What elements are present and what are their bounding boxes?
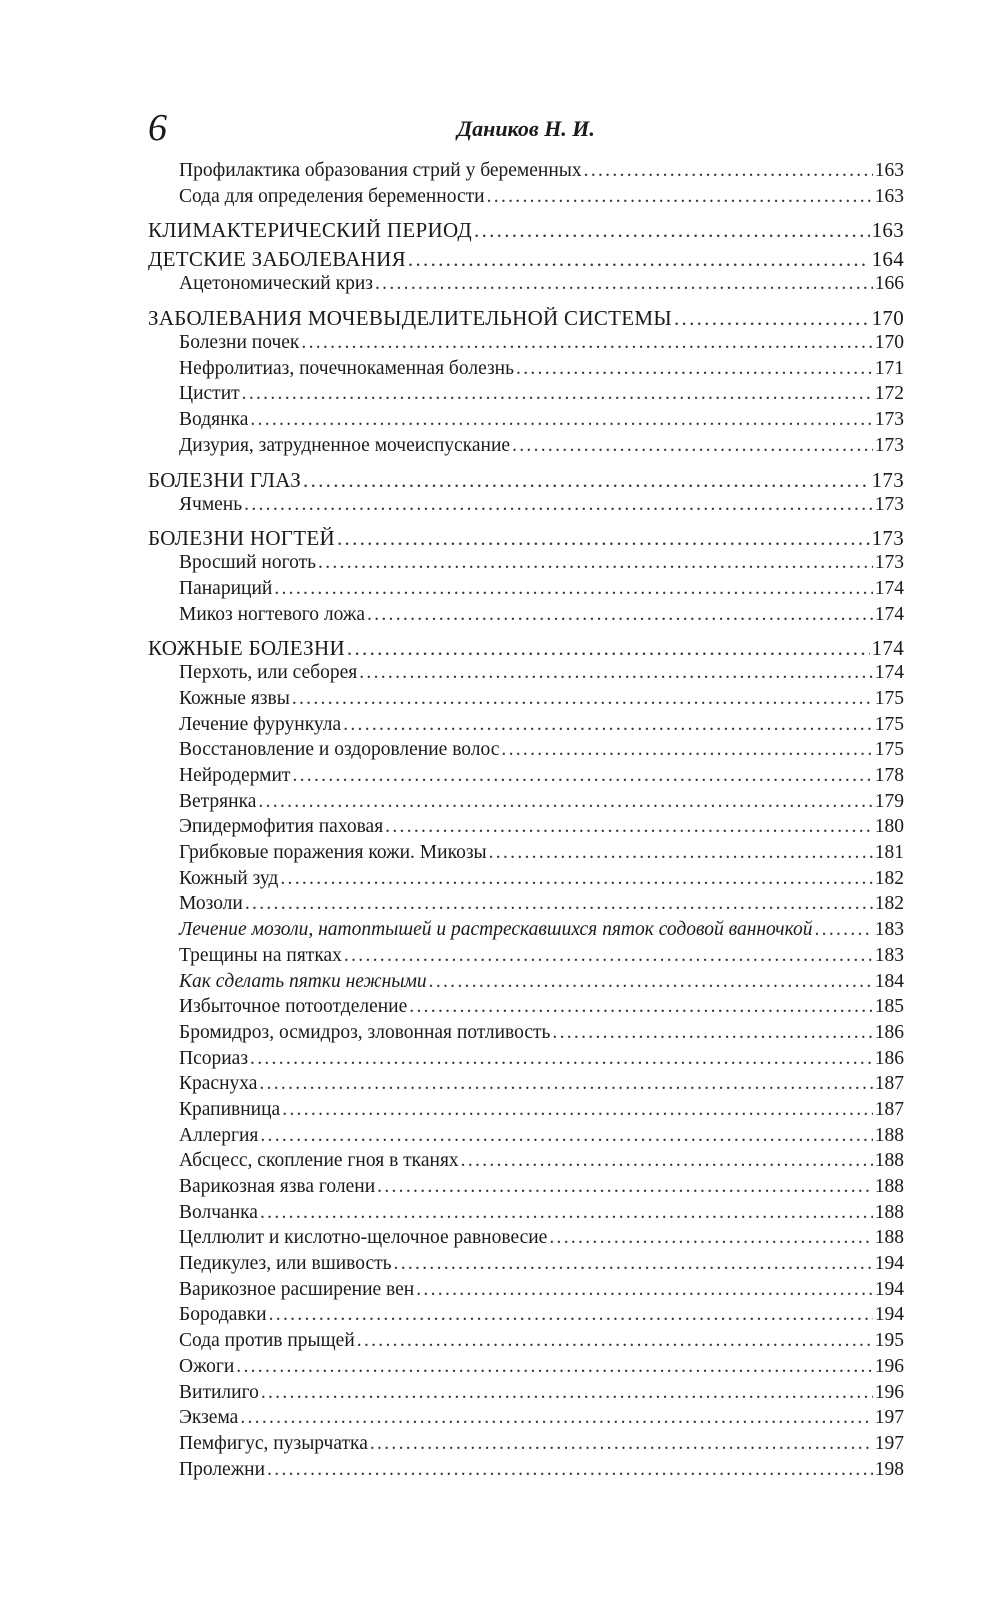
toc-entry — [148, 662, 904, 688]
toc-entry-title: Восстановление и оздоровление волос — [179, 739, 500, 761]
running-head: Даников Н. И. — [457, 116, 595, 141]
toc-entry-title: Грибковые поражения кожи. Микозы — [179, 842, 487, 864]
toc-entry-page: 187 — [874, 1098, 904, 1120]
toc-entry-page: 178 — [874, 765, 904, 786]
toc-entry — [148, 435, 904, 461]
dot-leader — [303, 468, 870, 493]
toc-entry-title: Кожный зуд — [179, 867, 279, 889]
page-number: 6 — [148, 107, 167, 149]
dot-leader — [258, 791, 872, 813]
dot-leader — [461, 1150, 873, 1172]
toc-entry-title: Мозоли — [179, 893, 243, 915]
dot-leader — [269, 1304, 873, 1326]
toc-section-entry — [148, 218, 904, 244]
toc-entry-title: Волчанка — [179, 1201, 258, 1223]
toc-entry-page: 197 — [874, 1432, 904, 1454]
toc-entry-title: Лечение мозоли, натоптышей и растрескавшихся пяток содовой ванночкой — [179, 919, 813, 941]
toc-entry — [148, 1382, 904, 1408]
toc-entry-page: 173 — [874, 434, 904, 456]
toc-section-entry — [148, 247, 904, 273]
toc-entry — [148, 714, 904, 740]
toc-entry-page: 164 — [871, 247, 904, 272]
toc-entry — [148, 1227, 904, 1253]
toc-entry-title: Эпидермофития паховая — [179, 816, 384, 838]
toc-entry — [148, 1459, 904, 1485]
toc-entry-page: 188 — [874, 1227, 904, 1249]
toc-entry-title: Ацетономический криз — [179, 273, 373, 295]
dot-leader — [318, 552, 873, 574]
toc-entry-page: 173 — [874, 409, 904, 431]
dot-leader — [357, 1330, 873, 1352]
toc-entry-page: 163 — [874, 160, 904, 181]
dot-leader — [260, 1202, 873, 1224]
dot-leader — [292, 688, 873, 710]
toc-entry — [148, 358, 904, 384]
dot-leader — [282, 1099, 873, 1121]
toc-entry — [148, 868, 904, 894]
dot-leader — [429, 971, 873, 993]
toc-entry-page: 197 — [874, 1407, 904, 1429]
toc-entry-title: Водянка — [179, 409, 249, 431]
toc-entry-page: 185 — [874, 996, 904, 1018]
dot-leader — [549, 1227, 872, 1249]
toc-entry-page: 186 — [874, 1021, 904, 1043]
toc-entry-title: Нейродермит — [179, 765, 291, 786]
toc-entry-page: 182 — [874, 867, 904, 889]
toc-entry — [148, 1433, 904, 1459]
toc-entry — [148, 1125, 904, 1151]
toc-entry-page: 183 — [874, 919, 904, 941]
dot-leader — [394, 1253, 873, 1275]
dot-leader — [245, 893, 873, 915]
toc-entry-page: 170 — [871, 306, 904, 331]
toc-entry — [148, 273, 904, 299]
toc-entry-page: 184 — [874, 970, 904, 992]
toc-entry-title: Избыточное потоотделение — [179, 996, 408, 1018]
toc-entry-title: Кожные язвы — [179, 687, 290, 709]
toc-entry — [148, 1176, 904, 1202]
toc-entry-title: Крапивница — [179, 1098, 281, 1120]
dot-leader — [344, 945, 873, 967]
dot-leader — [584, 160, 873, 182]
toc-entry-page: 172 — [874, 383, 904, 405]
toc-entry-page: 175 — [874, 739, 904, 761]
dot-leader — [292, 765, 872, 787]
dot-leader — [385, 816, 873, 838]
dot-leader — [377, 1176, 873, 1198]
toc-entry — [148, 186, 904, 212]
toc-entry-title: Трещины на пятках — [179, 944, 342, 966]
toc-entry-page: 186 — [874, 1047, 904, 1069]
toc-entry — [148, 971, 904, 997]
toc-entry — [148, 945, 904, 971]
toc-entry-page: 182 — [874, 893, 904, 915]
toc-entry-page: 163 — [874, 185, 904, 207]
toc-entry-title: Экзема — [179, 1407, 239, 1429]
toc-entry-page: 173 — [871, 467, 904, 492]
toc-entry-title: Бородавки — [179, 1304, 267, 1326]
dot-leader — [337, 526, 870, 551]
toc-entry-page: 198 — [874, 1458, 904, 1480]
dot-leader — [487, 186, 873, 208]
toc-entry-title: Как сделать пятки нежными — [179, 970, 427, 992]
toc-entry — [148, 688, 904, 714]
toc-entry-page: 166 — [874, 273, 904, 295]
dot-leader — [408, 247, 870, 272]
toc-entry-title: Вросший ноготь — [179, 552, 317, 574]
dot-leader — [552, 1022, 872, 1044]
dot-leader — [244, 494, 873, 516]
toc-entry-title: Ветрянка — [179, 790, 257, 812]
toc-entry-title: Ячмень — [179, 493, 243, 515]
toc-entry — [148, 1099, 904, 1125]
toc-entry-page: 195 — [874, 1330, 904, 1352]
toc-entry-page: 170 — [874, 332, 904, 354]
toc-entry-page: 188 — [874, 1176, 904, 1197]
toc-entry-title: Псориаз — [179, 1047, 249, 1069]
toc-entry-page: 187 — [874, 1073, 904, 1095]
dot-leader — [267, 1459, 873, 1481]
toc-entry-title: Сода против прыщей — [179, 1330, 355, 1352]
dot-leader — [416, 1279, 873, 1301]
dot-leader — [274, 578, 872, 600]
toc-entry — [148, 996, 904, 1022]
dot-leader — [343, 714, 873, 736]
dot-leader — [501, 739, 872, 761]
toc-entry — [148, 1150, 904, 1176]
toc-entry-title: Варикозная язва голени — [179, 1176, 376, 1197]
toc-entry — [148, 765, 904, 791]
toc-entry-title: Болезни почек — [179, 332, 300, 354]
dot-leader — [240, 1407, 872, 1429]
toc-entry — [148, 1330, 904, 1356]
toc-entry-page: 183 — [874, 944, 904, 966]
dot-leader — [261, 1382, 873, 1404]
toc-entry-page: 173 — [871, 526, 904, 551]
toc-entry-title: ДЕТСКИЕ ЗАБОЛЕВАНИЯ — [148, 247, 406, 272]
toc-entry-page: 174 — [874, 603, 904, 625]
toc-entry-page: 174 — [874, 662, 904, 684]
toc-entry — [148, 1356, 904, 1382]
dot-leader — [674, 306, 870, 331]
toc-entry — [148, 604, 904, 630]
toc-entry-title: БОЛЕЗНИ ГЛАЗ — [148, 467, 302, 492]
toc-entry — [148, 816, 904, 842]
toc-entry-title: Микоз ногтевого ложа — [179, 603, 366, 625]
toc-entry-page: 173 — [874, 493, 904, 515]
toc-entry-page: 174 — [871, 636, 904, 661]
toc-entry — [148, 1073, 904, 1099]
dot-leader — [250, 1048, 873, 1070]
toc-entry-title: Варикозное расширение вен — [179, 1278, 415, 1300]
toc-entry — [148, 494, 904, 520]
toc-entry — [148, 893, 904, 919]
toc-section-entry — [148, 306, 904, 332]
toc-entry-title: Абсцесс, скопление гноя в тканях — [179, 1150, 459, 1172]
toc-entry — [148, 791, 904, 817]
dot-leader — [375, 273, 873, 295]
toc-entry-page: 175 — [874, 687, 904, 709]
toc-entry — [148, 1253, 904, 1279]
toc-entry — [148, 1048, 904, 1074]
page-header — [148, 108, 904, 148]
dot-leader — [359, 662, 873, 684]
toc-entry — [148, 552, 904, 578]
toc-section-entry — [148, 468, 904, 494]
toc-entry-title: Витилиго — [179, 1381, 259, 1403]
toc-entry — [148, 383, 904, 409]
toc-entry-page: 171 — [874, 357, 904, 379]
toc-entry-page: 194 — [874, 1253, 904, 1275]
dot-leader — [280, 868, 872, 890]
toc-entry-title: Цистит — [179, 383, 240, 405]
toc-entry-title: Сода для определения беременности — [179, 185, 485, 207]
dot-leader — [242, 383, 873, 405]
toc-entry-title: БОЛЕЗНИ НОГТЕЙ — [148, 526, 335, 551]
dot-leader — [259, 1073, 872, 1095]
toc-entry-title: Панариций — [179, 577, 273, 599]
toc-entry-page: 163 — [871, 218, 904, 243]
dot-leader — [347, 636, 870, 661]
toc-entry-page: 179 — [874, 790, 904, 812]
toc-entry — [148, 578, 904, 604]
toc-entry — [148, 919, 904, 945]
toc-entry — [148, 1407, 904, 1433]
dot-leader — [474, 218, 870, 243]
toc-entry — [148, 1022, 904, 1048]
toc-entry-page: 188 — [874, 1124, 904, 1146]
dot-leader — [370, 1433, 873, 1455]
toc-entry — [148, 1279, 904, 1305]
toc-entry-title: ЗАБОЛЕВАНИЯ МОЧЕВЫДЕЛИТЕЛЬНОЙ СИСТЕМЫ — [148, 306, 672, 331]
dot-leader — [301, 332, 872, 354]
dot-leader — [409, 996, 872, 1018]
toc-section-entry — [148, 526, 904, 552]
toc-entry-title: Пролежни — [179, 1458, 266, 1480]
toc-entry-title: Педикулез, или вшивость — [179, 1253, 392, 1275]
dot-leader — [367, 604, 873, 626]
toc-entry — [148, 409, 904, 435]
toc-entry-page: 181 — [874, 842, 904, 864]
toc-entry-page: 196 — [874, 1381, 904, 1403]
toc-section-entry — [148, 636, 904, 662]
toc-entry — [148, 332, 904, 358]
toc-entry-page: 175 — [874, 713, 904, 735]
toc-entry-title: Бромидроз, осмидроз, зловонная потливость — [179, 1021, 551, 1043]
dot-leader — [236, 1356, 872, 1378]
toc-entry-title: КЛИМАКТЕРИЧЕСКИЙ ПЕРИОД — [148, 218, 473, 243]
toc-entry — [148, 1202, 904, 1228]
toc-entry-title: Дизурия, затрудненное мочеиспускание — [179, 434, 511, 456]
toc-entry-page: 194 — [874, 1278, 904, 1300]
toc-entry — [148, 739, 904, 765]
toc-entry — [148, 842, 904, 868]
toc-entry-page: 196 — [874, 1355, 904, 1377]
toc-entry-title: Лечение фурункула — [179, 713, 342, 735]
dot-leader — [489, 842, 873, 864]
toc-entry — [148, 1304, 904, 1330]
toc-entry-page: 174 — [874, 577, 904, 599]
dot-leader — [260, 1125, 872, 1147]
toc-entry-page: 180 — [874, 816, 904, 838]
table-of-contents — [148, 160, 904, 1484]
toc-entry-title: Краснуха — [179, 1073, 258, 1095]
toc-entry-page: 188 — [874, 1150, 904, 1172]
toc-entry-page: 188 — [874, 1201, 904, 1223]
dot-leader — [516, 358, 873, 380]
toc-entry-page: 173 — [874, 552, 904, 574]
toc-entry-title: КОЖНЫЕ БОЛЕЗНИ — [148, 636, 345, 661]
dot-leader — [250, 409, 872, 431]
toc-entry-title: Перхоть, или себорея — [179, 662, 358, 684]
dot-leader — [814, 919, 872, 941]
toc-entry-page: 194 — [874, 1304, 904, 1326]
toc-entry-title: Пемфигус, пузырчатка — [179, 1432, 368, 1454]
dot-leader — [512, 435, 873, 457]
toc-entry-title: Ожоги — [179, 1355, 235, 1377]
toc-entry-title: Нефролитиаз, почечнокаменная болезнь — [179, 357, 515, 379]
toc-entry-title: Целлюлит и кислотно-щелочное равновесие — [179, 1227, 548, 1249]
toc-entry — [148, 160, 904, 186]
toc-entry-title: Профилактика образования стрий у беременных — [179, 160, 582, 181]
toc-entry-title: Аллергия — [179, 1124, 259, 1146]
